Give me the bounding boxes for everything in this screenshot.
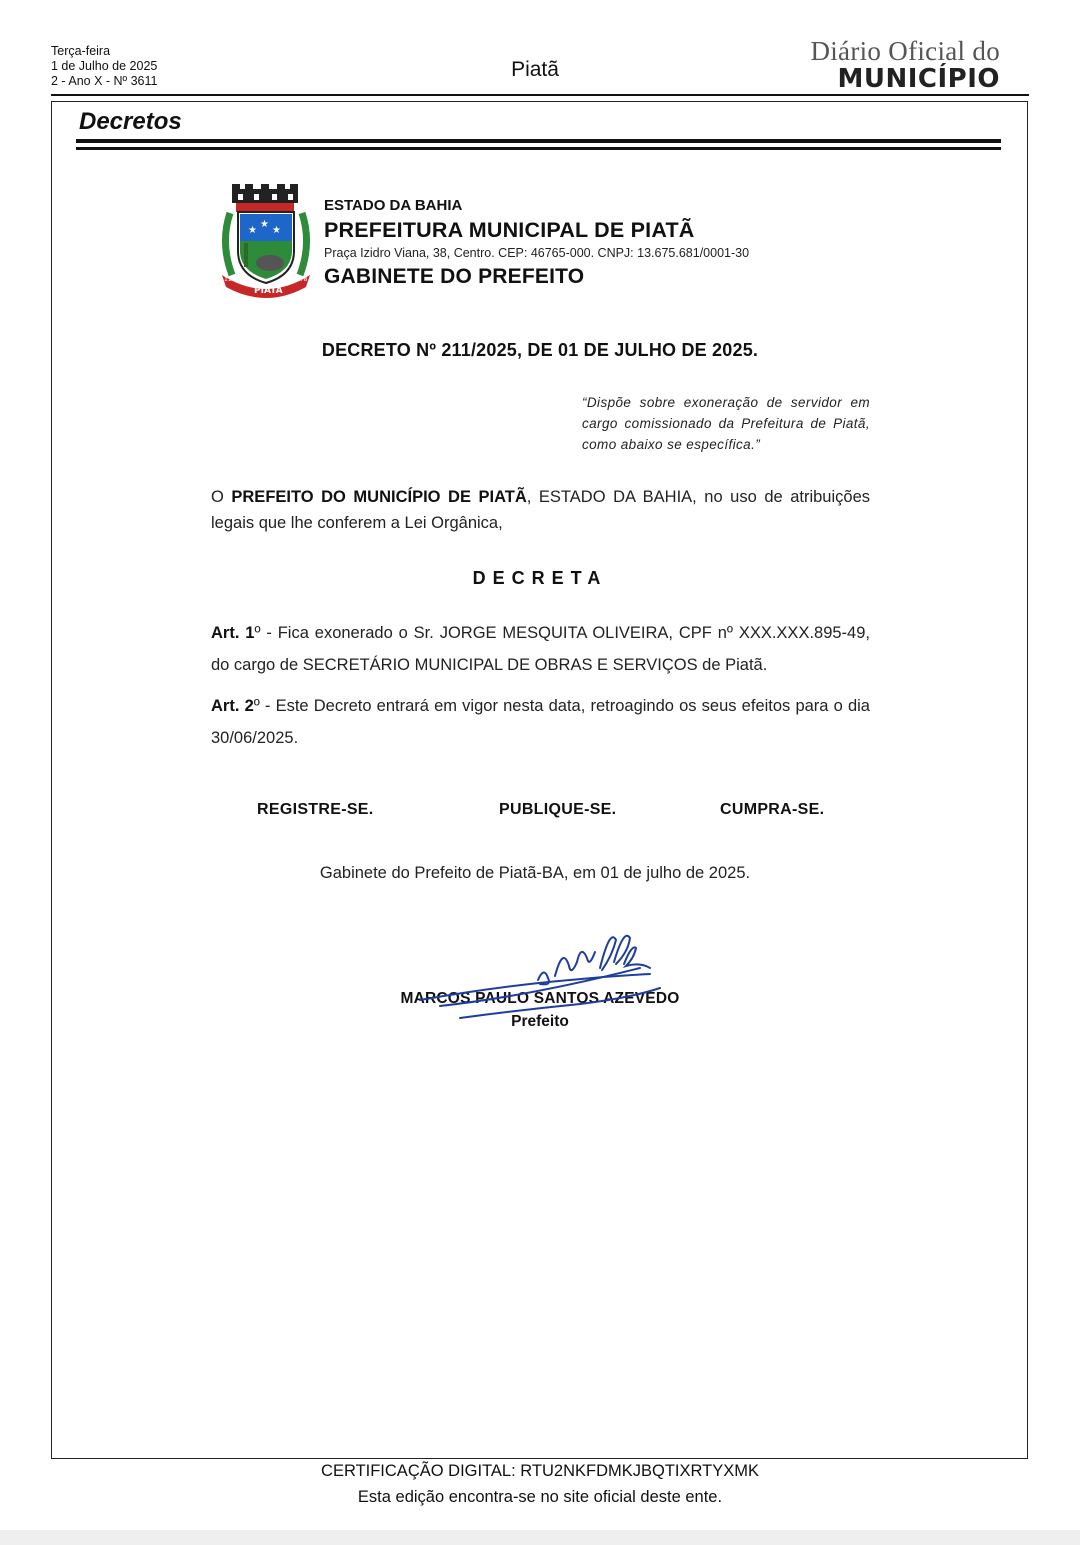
city-name: Piatã xyxy=(511,58,559,81)
svg-text:★: ★ xyxy=(272,225,281,236)
office-name: GABINETE DO PREFEITO xyxy=(324,265,585,288)
article-1-text: º - Fica exonerado o Sr. JORGE MESQUITA OLIVEIRA, CPF nº XXX.XXX.895-49, do cargo de SECRETÁRIO MUNICIPAL DE OBRAS E SERVIÇOS de Piatã. xyxy=(211,624,870,674)
municipal-coat-of-arms-icon xyxy=(218,183,314,299)
signer-role: Prefeito xyxy=(511,1013,569,1030)
article-1 xyxy=(211,617,870,681)
header-divider xyxy=(51,94,1029,96)
place-and-date: Gabinete do Prefeito de Piatã-BA, em 01 de julho de 2025. xyxy=(319,864,751,882)
publish-clause: PUBLIQUE-SE. xyxy=(499,801,617,818)
page-frame xyxy=(51,101,1028,1459)
crest-ribbon-text: PIATÃ xyxy=(254,286,283,296)
comply-clause: CUMPRA-SE. xyxy=(720,801,825,818)
article-1-label: Art. 1 xyxy=(211,624,255,642)
preamble-rest: , ESTADO DA BAHIA, no uso de atribuições legais que lhe conferem a Lei Orgânica, xyxy=(211,488,871,532)
article-2-text: º - Este Decreto entrará em vigor nesta data, retroagindo os seus efeitos para o dia 30/06/2025. xyxy=(211,697,870,747)
crest-left-date: 11.01 xyxy=(224,276,242,283)
preamble-start: O xyxy=(211,488,232,506)
handwritten-signature-icon xyxy=(410,928,680,1028)
decreta-heading: DECRETA xyxy=(472,568,608,588)
logo-text-top: Diário Oficial do xyxy=(810,36,1000,66)
edition-note: Esta edição encontra-se no site oficial deste ente. xyxy=(357,1488,723,1506)
decree-title: DECRETO Nº 211/2025, DE 01 DE JULHO DE 2025. xyxy=(321,340,759,360)
section-divider-thick xyxy=(76,139,1001,143)
svg-text:★: ★ xyxy=(248,225,257,236)
edition-date: 1 de Julho de 2025 xyxy=(51,59,158,73)
section-title: Decretos xyxy=(79,108,182,135)
edition-info xyxy=(51,44,157,89)
section-divider-thin xyxy=(76,147,1001,150)
edition-number: 2 - Ano X - Nº 3611 xyxy=(51,74,158,88)
signer-name: MARCOS PAULO SANTOS AZEVEDO xyxy=(400,990,680,1007)
article-2 xyxy=(211,690,870,754)
decree-summary: “Dispõe sobre exoneração de servidor em cargo comissionado da Prefeitura de Piatã, como abaixo se específica.” xyxy=(582,395,870,452)
edition-weekday: Terça-feira xyxy=(51,44,111,58)
state-name: ESTADO DA BAHIA xyxy=(324,197,463,214)
prefecture-name: PREFEITURA MUNICIPAL DE PIATÃ xyxy=(324,218,695,242)
crest-right-date: 1878 xyxy=(292,276,308,283)
register-clause: REGISTRE-SE. xyxy=(257,801,374,818)
decree-preamble xyxy=(211,484,870,536)
article-2-label: Art. 2 xyxy=(211,697,254,715)
preamble-authority: PREFEITO DO MUNICÍPIO DE PIATÃ xyxy=(231,488,527,506)
prefecture-address: Praça Izidro Viana, 38, Centro. CEP: 46765-000. CNPJ: 13.675.681/0001-30 xyxy=(324,246,750,260)
logo-text-bottom: MUNICÍPIO xyxy=(837,64,1000,94)
bottom-band xyxy=(0,1530,1080,1545)
publication-logo xyxy=(800,36,1000,92)
svg-text:★: ★ xyxy=(260,219,269,230)
digital-certification: CERTIFICAÇÃO DIGITAL: RTU2NKFDMKJBQTIXRTYXMK xyxy=(321,1462,759,1480)
